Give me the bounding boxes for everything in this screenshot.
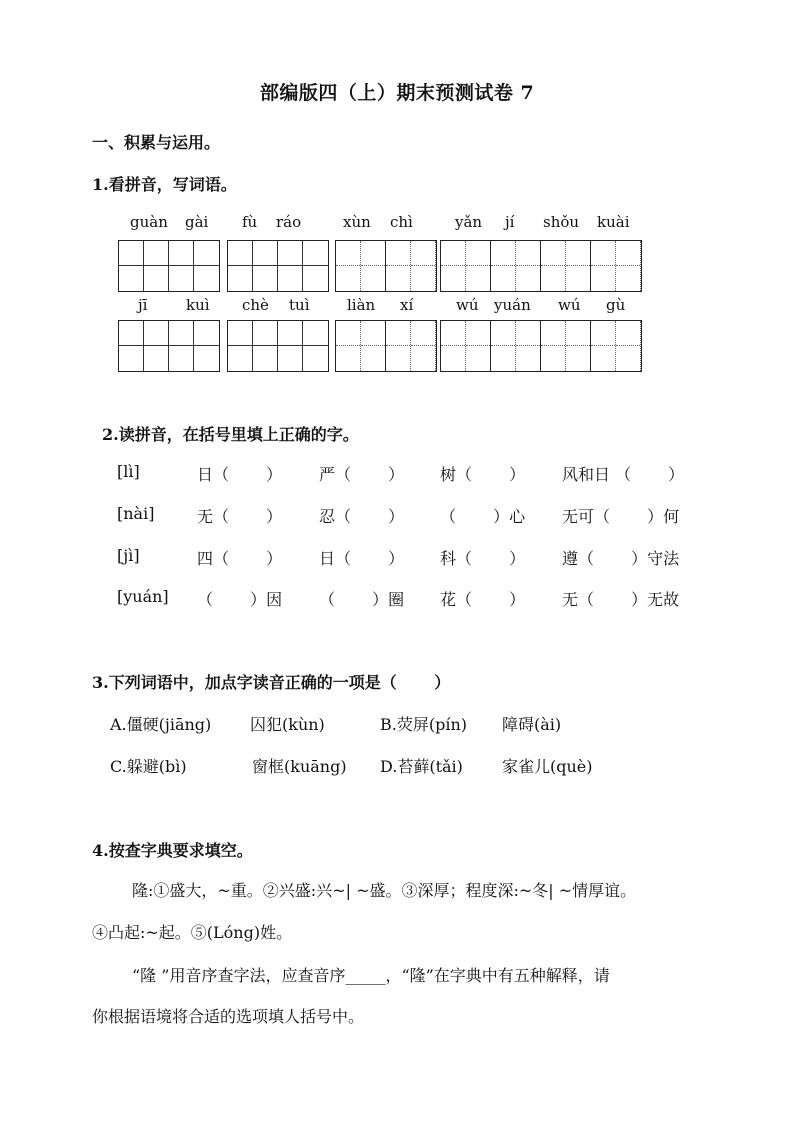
writing-box-group[interactable] bbox=[118, 320, 220, 372]
fill-item[interactable]: （ ）心 bbox=[440, 507, 526, 526]
page-title: 部编版四（上）期末预测试卷 7 bbox=[259, 82, 535, 104]
pinyin: chè bbox=[242, 296, 269, 314]
fill-item[interactable]: 风和日 （ ） bbox=[562, 465, 685, 484]
section-heading: 一、积累与运用。 bbox=[92, 133, 221, 152]
pinyin: guàn bbox=[130, 213, 168, 231]
pinyin: kuài bbox=[597, 213, 630, 231]
pinyin: liàn bbox=[347, 296, 376, 314]
writing-box-group[interactable] bbox=[440, 240, 642, 292]
pinyin: jī bbox=[138, 296, 148, 314]
fill-item[interactable]: 花（ ） bbox=[440, 590, 526, 609]
option-a-2: 囚犯(kùn) bbox=[250, 715, 325, 734]
pinyin: yǎn bbox=[455, 213, 483, 231]
question-3-heading: 3.下列词语中，加点字读音正确的一项是（ ） bbox=[92, 673, 451, 692]
instruction-text-cont: 你根据语境将合适的选项填人括号中。 bbox=[92, 1007, 365, 1026]
fill-item[interactable]: 无可（ ）何 bbox=[562, 507, 680, 526]
option-c-2: 窗框(kuāng) bbox=[252, 757, 347, 776]
fill-item[interactable]: 科（ ） bbox=[440, 549, 526, 568]
writing-box-group[interactable] bbox=[227, 320, 329, 372]
pinyin: gù bbox=[606, 296, 626, 314]
pinyin: xùn bbox=[343, 213, 371, 231]
pinyin-label: [jì] bbox=[117, 546, 140, 565]
option-d-2: 家雀儿(què) bbox=[502, 757, 593, 776]
writing-box-group[interactable] bbox=[440, 320, 642, 372]
fill-item[interactable]: 四（ ） bbox=[197, 549, 283, 568]
fill-item[interactable]: （ ）因 bbox=[197, 590, 283, 609]
pinyin: ráo bbox=[276, 213, 302, 231]
pinyin: chì bbox=[390, 213, 413, 231]
writing-box-group[interactable] bbox=[335, 240, 437, 292]
fill-item[interactable]: 日（ ） bbox=[197, 465, 283, 484]
option-d-1[interactable]: D.苔藓(tǎi) bbox=[380, 757, 463, 776]
question-2-heading: 2.读拼音，在括号里填上正确的字。 bbox=[102, 425, 359, 444]
fill-item[interactable]: 树（ ） bbox=[440, 465, 526, 484]
instruction-text: “隆 ”用音序查字法，应查音序_____，“隆”在字典中有五种解释，请 bbox=[132, 966, 610, 985]
fill-item[interactable]: 忍（ ） bbox=[319, 507, 405, 526]
pinyin: xí bbox=[400, 296, 414, 314]
writing-box-group[interactable] bbox=[118, 240, 220, 292]
pinyin: shǒu bbox=[543, 213, 580, 231]
pinyin-label: [lì] bbox=[117, 462, 140, 481]
fill-item[interactable]: 无（ ）无故 bbox=[562, 590, 680, 609]
fill-item[interactable]: 无（ ） bbox=[197, 507, 283, 526]
question-1-heading: 1.看拼音，写词语。 bbox=[92, 175, 237, 194]
dictionary-entry: 隆:①盛大，~重。②兴盛:兴~| ~盛。③深厚；程度深:~冬| ~情厚谊。 bbox=[132, 881, 637, 900]
pinyin: wú bbox=[456, 296, 479, 314]
pinyin-label: [nài] bbox=[117, 504, 155, 523]
option-b-1[interactable]: B.荧屏(pín) bbox=[380, 715, 467, 734]
pinyin: gài bbox=[185, 213, 209, 231]
question-4-heading: 4.按查字典要求填空。 bbox=[92, 841, 253, 860]
pinyin: wú bbox=[558, 296, 581, 314]
pinyin: tuì bbox=[289, 296, 310, 314]
fill-item[interactable]: 严（ ） bbox=[319, 465, 405, 484]
fill-item[interactable]: 遵（ ）守法 bbox=[562, 549, 680, 568]
pinyin: yuán bbox=[494, 296, 531, 314]
fill-item[interactable]: （ ）圈 bbox=[319, 590, 405, 609]
option-b-2: 障碍(ài) bbox=[502, 715, 562, 734]
writing-box-group[interactable] bbox=[227, 240, 329, 292]
pinyin: kuì bbox=[186, 296, 210, 314]
dictionary-entry-cont: ④凸起:~起。⑤(Lóng)姓。 bbox=[92, 923, 293, 942]
pinyin: fù bbox=[242, 213, 258, 231]
pinyin-label: [yuán] bbox=[117, 587, 169, 606]
option-a-1[interactable]: A.僵硬(jiāng) bbox=[110, 715, 212, 734]
option-c-1[interactable]: C.躲避(bì) bbox=[110, 757, 187, 776]
fill-item[interactable]: 日（ ） bbox=[319, 549, 405, 568]
writing-box-group[interactable] bbox=[335, 320, 437, 372]
pinyin: jí bbox=[505, 213, 515, 231]
